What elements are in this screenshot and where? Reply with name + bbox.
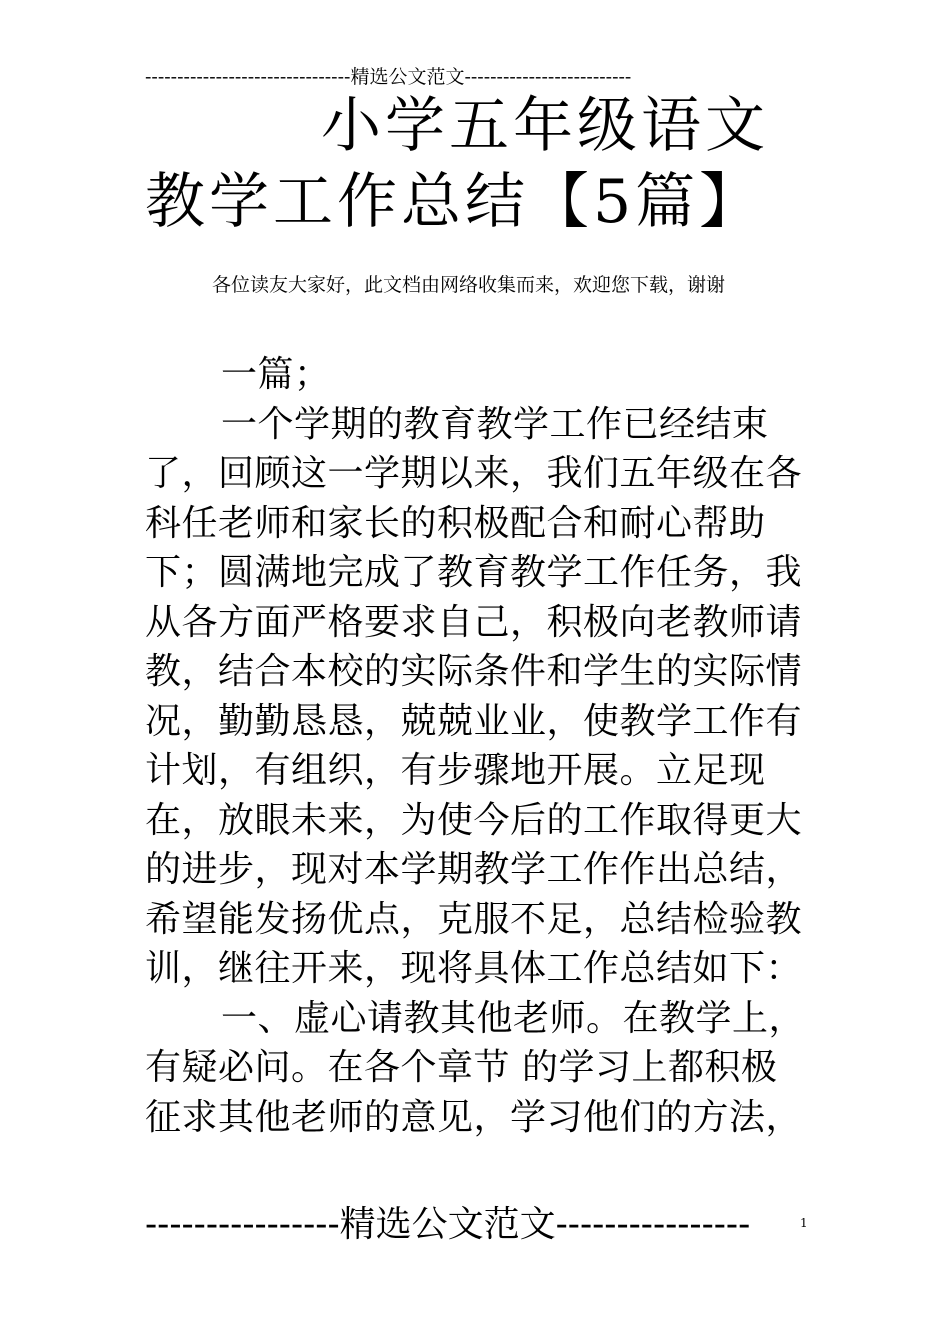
header-rule: --------------------------------精选公文范文-------------------------- [145, 66, 632, 88]
body-paragraph: 一、虚心请教其他老师。在教学上，有疑必问。在各个章节 的学习上都积极征求其他老师的意见，学习他们的方法， [145, 997, 806, 1138]
footer-rule: ----------------精选公文范文---------------- [145, 1204, 751, 1245]
intro-note: 各位读友大家好，此文档由网络收集而来，欢迎您下载，谢谢 [212, 274, 726, 296]
section-heading: 一篇； [221, 354, 331, 395]
document-body [145, 350, 810, 1142]
document-title: 小学五年级语文教学工作总结【5篇】 [145, 91, 769, 237]
page-number: 1 [800, 1216, 808, 1230]
body-paragraph: 一个学期的教育教学工作已经结束了，回顾这一学期以来，我们五年级在各科任老师和家长的积极配合和耐心帮助下；圆满地完成了教育教学工作任务，我从各方面严格要求自己，积极向老教师请教，结合本校的实际条件和学生的实际情况，勤勤恳恳，兢兢业业，使教学工作有计划，有组织，有步骤地开展。立足现在，放眼未来，为使今后的工作取得更大的进步，现对本学期教学工作作出总结，希望能发扬优点，克服不足，总结检验教训，继往开来，现将具体工作总结如下： [145, 403, 803, 989]
